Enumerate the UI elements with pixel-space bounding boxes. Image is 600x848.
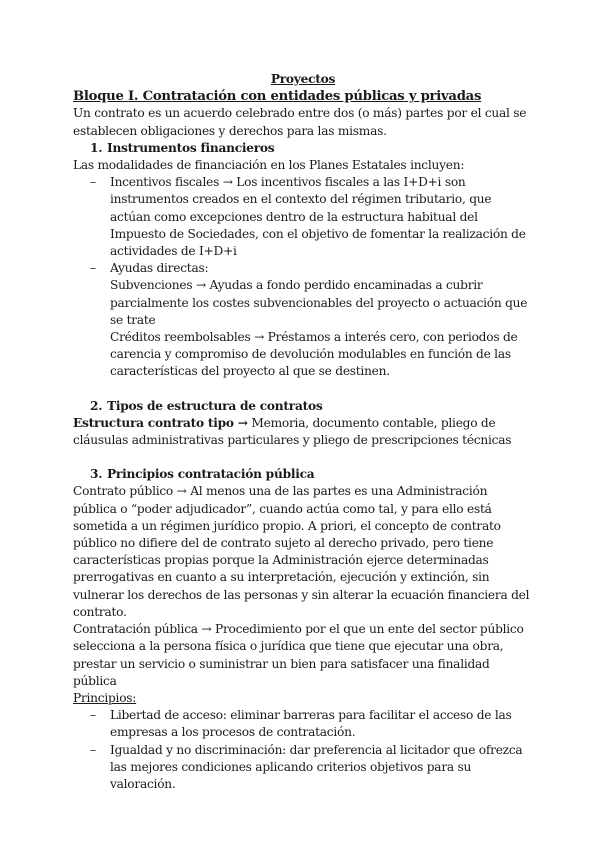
section-1-intro: Las modalidades de financiación en los Planes Estatales incluyen: bbox=[73, 158, 465, 173]
list-item-incentivos: – Incentivos fiscales → Los incentivos fiscales a las I+D+i son instrumentos creados en el contexto del régimen tributario, que actúan como excepciones dentro de la estructura habitual del Impuesto de Sociedades, con el objetivo de fomentar la realización de actividades de I+D+i bbox=[73, 174, 533, 260]
document-page bbox=[73, 71, 533, 793]
ayudas-label: – Ayudas directas: bbox=[110, 261, 209, 276]
principio-libertad: – Libertad de acceso: eliminar barreras para facilitar el acceso de las empresas a los procesos de contratación. bbox=[73, 707, 533, 741]
principios-label: Principios: bbox=[73, 690, 137, 705]
section-3-number: 3. bbox=[90, 467, 103, 482]
principios-list bbox=[73, 707, 533, 793]
section-2-heading-text: Tipos de estructura de contratos bbox=[107, 398, 323, 413]
spacer bbox=[73, 381, 533, 398]
list-item-ayudas bbox=[73, 260, 533, 380]
spacer bbox=[73, 449, 533, 466]
section-1-heading-text: Instrumentos financieros bbox=[107, 140, 275, 155]
section-2-heading bbox=[90, 398, 533, 415]
ayudas-subvenciones: Subvenciones → Ayudas a fondo perdido encaminadas a cubrir parcialmente los costes subvencionables del proyecto o actuación que se trate bbox=[110, 278, 528, 327]
principio-igualdad: – Igualdad y no discriminación: dar preferencia al licitador que ofrezca las mejores condiciones aplicando criterios objetivos para su valoración. bbox=[73, 742, 533, 794]
ayudas-creditos: Créditos reembolsables → Préstamos a interés cero, con periodos de carencia y compromiso de devolución modulables en función de las características del proyecto al que se destinen. bbox=[110, 330, 518, 379]
section-2-text: Memoria, documento contable, pliego de cláusulas administrativas particulares y pliego de prescripciones técnicas bbox=[73, 415, 512, 448]
intro-paragraph: Un contrato es un acuerdo celebrado entre dos (o más) partes por el cual se establecen obligaciones y derechos para las mismas. bbox=[73, 106, 527, 138]
section-3-heading bbox=[90, 466, 533, 483]
section-2-number: 2. bbox=[90, 398, 103, 413]
contratacion-publica-paragraph: Contratación pública → Procedimiento por el que un ente del sector público selecciona a la persona física o jurídica que tiene que ejecutar una obra, prestar un servicio o suministrar un bien para satisfacer una finalidad pública bbox=[73, 622, 524, 688]
block-title: Bloque I. Contratación con entidades públicas y privadas bbox=[73, 89, 482, 105]
contrato-publico-paragraph: Contrato público → Al menos una de las partes es una Administración pública o “poder adjudicador”, cuando actúa como tal, y para ello está sometida a un régimen jurídico propio. A priori, el concepto de contrato público no difiere del de contrato sujeto al derecho privado, pero tiene características propias porque la Administración ejerce determinadas prerrogativas en cuanto a su interpretación, ejecución y extinción, sin vulnerar los derechos de las personas y sin alterar la ecuación financiera del contrato. bbox=[73, 484, 530, 619]
section-2-term: Estructura contrato tipo → bbox=[73, 415, 248, 430]
section-2-paragraph bbox=[73, 415, 533, 449]
document-title: Proyectos bbox=[270, 72, 336, 86]
section-1-heading bbox=[90, 140, 533, 157]
section-1-list bbox=[73, 174, 533, 380]
section-3-heading-text: Principios contratación pública bbox=[107, 467, 315, 482]
section-1-number: 1. bbox=[90, 140, 103, 155]
